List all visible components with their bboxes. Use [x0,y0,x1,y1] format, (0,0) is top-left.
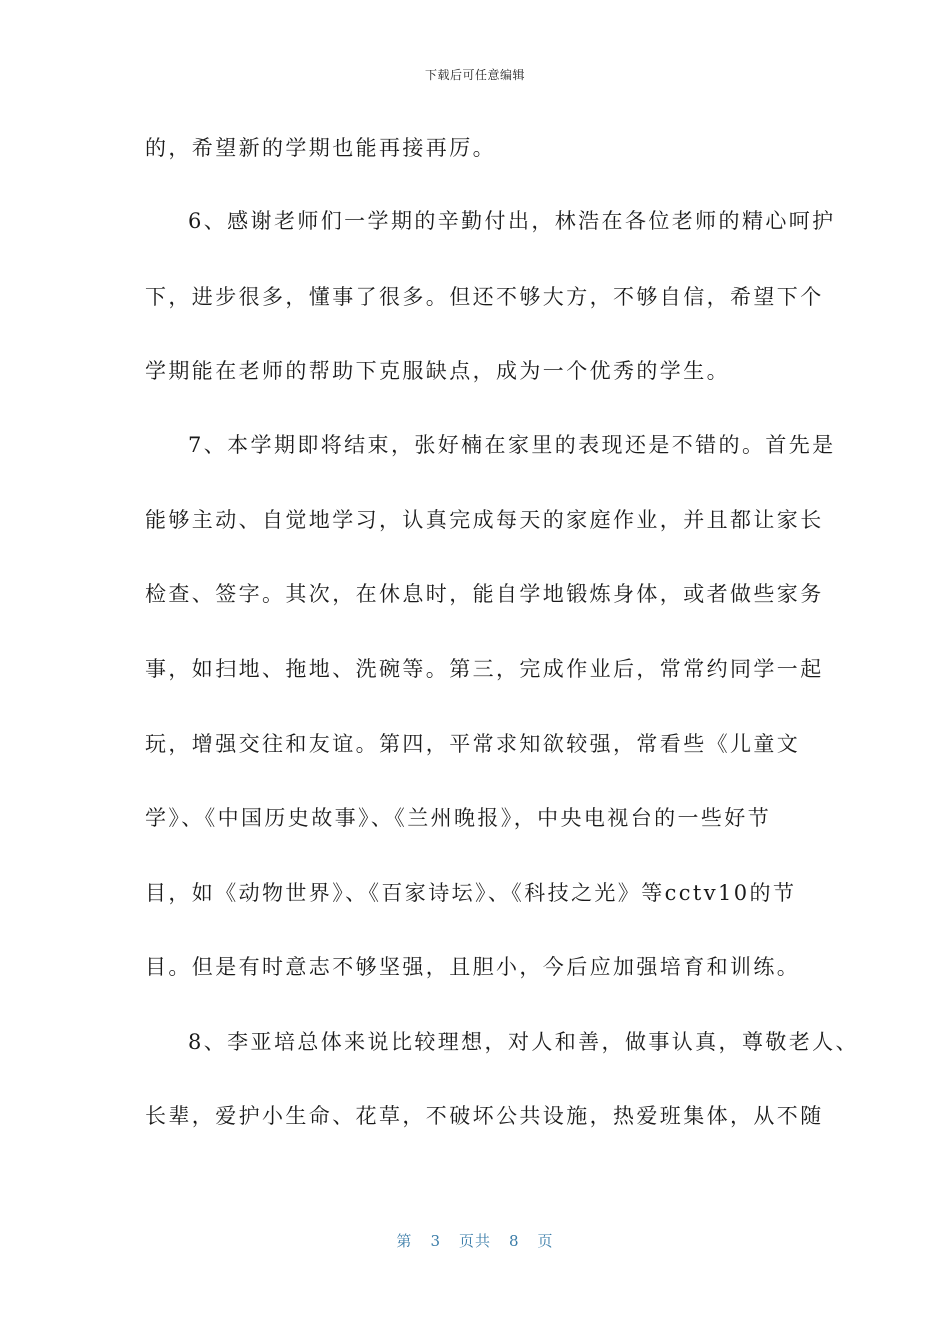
body-line: 长辈，爱护小生命、花草，不破坏公共设施，热爱班集体，从不随 [145,1104,824,1128]
body-line: 7、本学期即将结束，张好楠在家里的表现还是不错的。首先是 [188,433,836,457]
body-line: 事，如扫地、拖地、洗碗等。第三，完成作业后，常常约同学一起 [145,657,824,681]
page-suffix: 页 [537,1232,554,1250]
body-line: 检查、签字。其次，在休息时，能自学地锻炼身体，或者做些家务 [145,582,824,606]
page-number: 3 [430,1232,441,1250]
body-line: 能够主动、自觉地学习，认真完成每天的家庭作业，并且都让家长 [145,508,824,532]
body-line: 目。但是有时意志不够坚强，且胆小，今后应加强培育和训练。 [145,955,801,979]
body-line: 学期能在老师的帮助下克服缺点，成为一个优秀的学生。 [145,359,730,383]
body-line: 6、感谢老师们一学期的辛勤付出，林浩在各位老师的精心呵护 [188,209,836,233]
total-pages: 8 [509,1232,520,1250]
body-line: 玩，增强交往和友谊。第四，平常求知欲较强，常看些《儿童文 [145,732,801,756]
body-line: 的，希望新的学期也能再接再厉。 [145,136,496,160]
page-header: 下载后可任意编辑 [424,68,525,82]
total-label: 页共 [458,1232,491,1250]
body-line: 学》、《中国历史故事》、《兰州晚报》，中央电视台的一些好节 [145,806,772,830]
body-line: 下，进步很多，懂事了很多。但还不够大方，不够自信，希望下个 [145,285,824,309]
body-line: 8、李亚培总体来说比较理想，对人和善，做事认真，尊敬老人、 [188,1030,859,1054]
page-footer [0,1230,950,1251]
body-line: 目，如《动物世界》、《百家诗坛》、《科技之光》等cctv10的节 [145,881,797,905]
page-label: 第 [396,1232,413,1250]
